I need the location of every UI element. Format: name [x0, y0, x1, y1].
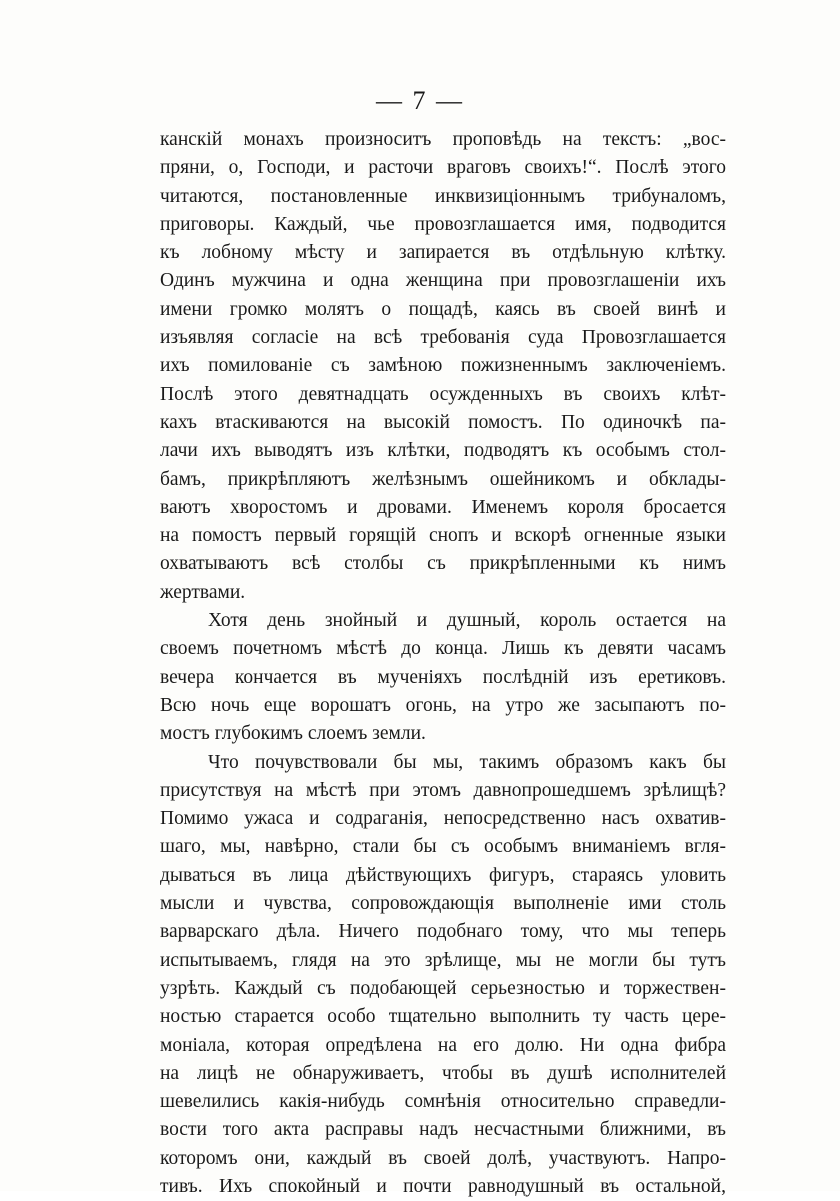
text-line: пряни, о, Господи, и расточи враговъ своихъ!“. Послѣ этого: [160, 157, 726, 179]
text-line: варварскаго дѣла. Ничего подобнаго тому, что мы теперь: [160, 921, 726, 943]
text-line: шевелились какія-нибудь сомнѣнія относительно справедли-: [160, 1091, 726, 1113]
text-line: узрѣть. Каждый съ подобающей серьезностью и торжествен-: [160, 977, 726, 999]
text-line: Одинъ мужчина и одна женщина при провозглашеніи ихъ: [160, 270, 726, 292]
text-line: Всю ночь еще ворошатъ огонь, на утро же засыпаютъ по-: [160, 694, 726, 716]
text-line: мостъ глубокимъ слоемъ земли.: [160, 723, 426, 745]
text-line: Помимо ужаса и содраганія, непосредственно насъ охватив-: [160, 808, 726, 830]
text-line: Хотя день знойный и душный, король остается на: [208, 610, 726, 632]
text-line: лачи ихъ выводятъ изъ клѣтки, подводятъ къ особымъ стол-: [160, 440, 726, 462]
text-line: имени громко молятъ о пощадѣ, каясь въ своей винѣ и: [160, 298, 726, 320]
text-line: Что почувствовали бы мы, такимъ образомъ какъ бы: [208, 751, 726, 773]
text-line: вости того акта расправы надъ несчастными ближними, въ: [160, 1119, 726, 1141]
text-line: дываться въ лица дѣйствующихъ фигуръ, стараясь уловить: [160, 864, 726, 886]
text-line: Послѣ этого девятнадцать осужденныхъ въ своихъ клѣт-: [160, 383, 726, 405]
text-line: мысли и чувства, сопровождающія выполненіе ими столь: [160, 893, 726, 915]
text-line: читаются, постановленные инквизиціоннымъ трибуналомъ,: [160, 185, 726, 207]
text-line: охватываютъ всѣ столбы съ прикрѣпленными къ нимъ: [160, 553, 726, 575]
text-line: присутствуя на мѣстѣ при этомъ давнопрошедшемъ зрѣлищѣ?: [160, 779, 726, 801]
text-line: своемъ почетномъ мѣстѣ до конца. Лишь къ девяти часамъ: [160, 638, 726, 660]
text-line: ихъ помилованіе съ замѣною пожизненнымъ заключеніемъ.: [160, 355, 726, 377]
text-line: бамъ, прикрѣпляютъ желѣзнымъ ошейникомъ и обклады-: [160, 468, 726, 490]
text-line: кахъ втаскиваются на высокій помостъ. По одиночкѣ па-: [160, 411, 726, 433]
text-line: къ лобному мѣсту и запирается въ отдѣльную клѣтку.: [160, 242, 726, 264]
text-line: тивъ. Ихъ спокойный и почти равнодушный въ остальной,: [160, 1175, 726, 1197]
page-number: — 7 —: [376, 86, 464, 115]
text-line: испытываемъ, глядя на это зрѣлище, мы не могли бы тутъ: [160, 949, 726, 971]
text-line: жертвами.: [160, 581, 246, 603]
text-line: приговоры. Каждый, чье провозглашается имя, подводится: [160, 213, 726, 235]
text-line: изъявляя согласіе на всѣ требованія суда Провозглашается: [160, 327, 726, 349]
text-line: вечера кончается въ мученіяхъ послѣдній изъ еретиковъ.: [160, 666, 726, 688]
text-line: на лицѣ не обнаруживаетъ, чтобы въ душѣ исполнителей: [160, 1062, 726, 1084]
text-line: на помостъ первый горящій снопъ и вскорѣ огненные языки: [160, 525, 726, 547]
text-line: ваютъ хворостомъ и дровами. Именемъ короля бросается: [160, 496, 726, 518]
text-line: канскій монахъ произноситъ проповѣдь на текстъ: „вос-: [160, 129, 726, 150]
text-line: ностью старается особо тщательно выполнить ту часть цере-: [160, 1006, 726, 1028]
text-line: шаго, мы, навѣрно, стали бы съ особымъ вниманіемъ вгля-: [160, 836, 726, 858]
text-line: которомъ они, каждый въ своей долѣ, участвуютъ. Напро-: [160, 1147, 726, 1169]
body-text: [160, 126, 726, 1201]
text-line: моніала, которая опредѣлена на его долю. Ни одна фибра: [160, 1034, 726, 1056]
